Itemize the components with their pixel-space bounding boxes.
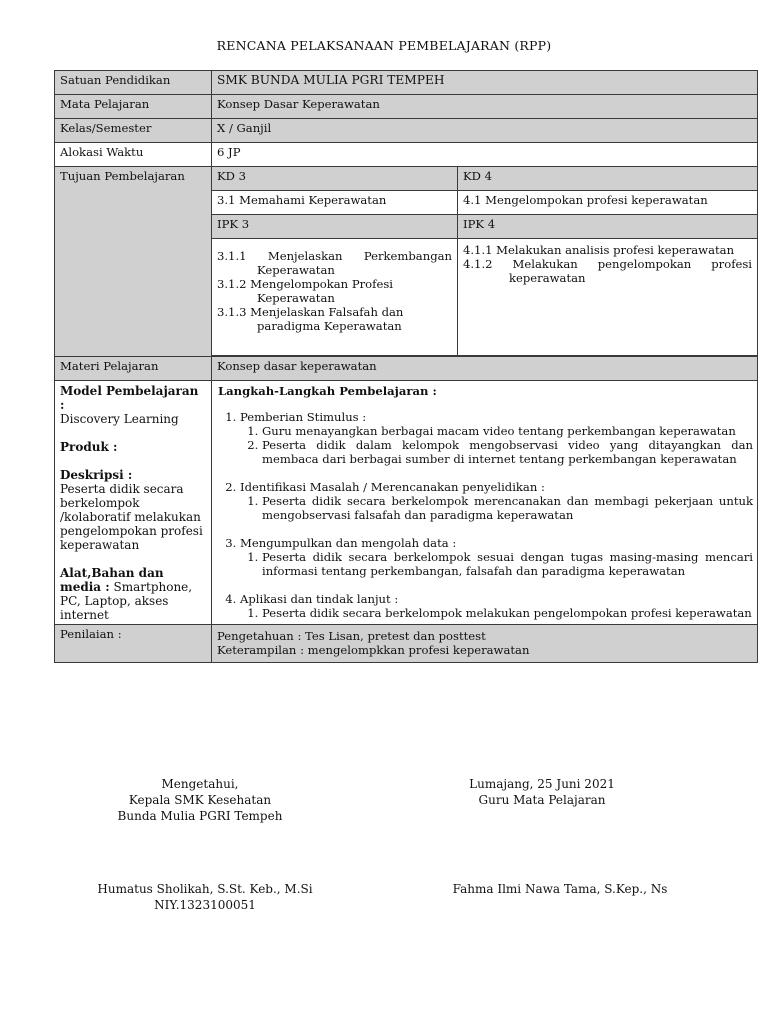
row-mapel [55,95,758,119]
ipk3-item: 3.1.1 Menjelaskan Perkembangan Keperawatan [217,249,452,277]
kd3-text: 3.1 Memahami Keperawatan [212,191,458,215]
alat-label: Alat,Bahan dan media : [60,566,164,594]
produk-label: Produk : [60,440,118,454]
sig-right-line: Guru Mata Pelajaran [478,793,606,807]
ipk3-items [212,239,458,356]
sig-right-line: Lumajang, 25 Juni 2021 [469,777,615,791]
step-item: 1. Peserta didik secara berkelompok sesuai dengan tugas masing-masing mencari informasi tentang perkembangan, falsafah dan paradigma keperawatan [262,550,753,578]
step-item: 1. Guru menayangkan berbagai macam video tentang perkembangan keperawatan [262,424,753,438]
sig-left-line: Kepala SMK Kesehatan [128,793,272,807]
row-penilaian [55,625,758,663]
step-item: 1. Peserta didik secara berkelompok melakukan pengelompokan profesi keperawatan [262,606,753,620]
mapel-value: Konsep Dasar Keperawatan [212,95,758,119]
row-satuan [55,71,758,95]
row-kelas [55,119,758,143]
rpp-table [54,70,758,663]
mapel-label: Mata Pelajaran [55,95,212,119]
kelas-label: Kelas/Semester [55,119,212,143]
signature-left [95,776,305,824]
deskripsi-value: Peserta didik secara berkelompok /kolaboratif melakukan pengelompokan profesi keperawatan [60,482,203,552]
materi-label: Materi Pelajaran [55,357,212,381]
alat-value: Smartphone, PC, Laptop, akses internet [60,580,193,622]
row-langkah [55,381,758,625]
step-item: 1. Peserta didik secara berkelompok merencanakan dan membagi pekerjaan untuk mengobservasi falsafah dan paradigma keperawatan [262,494,753,522]
penilaian-cell [212,625,758,663]
row-alokasi [55,143,758,167]
langkah-step [240,592,753,620]
sig-left-line: Mengetahui, [161,777,239,791]
ipk3-item: 3.1.2 Mengelompokan Profesi Keperawatan [217,277,393,305]
langkah-step [240,480,753,522]
kelas-value: X / Ganjil [212,119,758,143]
langkah-title: Langkah-Langkah Pembelajaran : [218,384,437,398]
step-item: 2. Peserta didik dalam kelompok mengobservasi video yang ditayangkan dan membaca dari berbagai sumber di internet tentang perkembangan keperawatan [262,438,753,466]
step-title: Aplikasi dan tindak lanjut : [240,592,399,606]
step-title: Identifikasi Masalah / Merencanakan penyelidikan : [240,480,545,494]
row-materi [55,357,758,381]
signature-left-name-block [60,881,350,913]
materi-value: Konsep dasar keperawatan [212,357,758,381]
ipk3-head: IPK 3 [212,215,458,239]
langkah-cell [212,381,758,625]
kd4-text: 4.1 Mengelompokan profesi keperawatan [458,191,758,215]
ipk4-head: IPK 4 [458,215,758,239]
ipk4-items [458,239,758,356]
step-title: Pemberian Stimulus : [240,410,367,424]
sig-left-line: Bunda Mulia PGRI Tempeh [117,809,283,823]
satuan-label: Satuan Pendidikan [55,71,212,95]
kd4-head: KD 4 [458,167,758,191]
penilaian-line: Pengetahuan : Tes Lisan, pretest dan posttest [217,629,486,643]
signature-right [437,776,647,808]
tujuan-label: Tujuan Pembelajaran [55,167,212,357]
step-title: Mengumpulkan dan mengolah data : [240,536,457,550]
langkah-step [240,410,753,466]
penilaian-label: Penilaian : [55,625,212,663]
penilaian-line: Keterampilan : mengelompkkan profesi keperawatan [217,643,530,657]
ipk4-item: 4.1.1 Melakukan analisis profesi keperawatan [463,243,735,257]
document-title: RENCANA PELAKSANAAN PEMBELAJARAN (RPP) [216,38,552,53]
signature-right-name-block [415,881,705,897]
model-label: Model Pembelajaran : [60,384,199,412]
langkah-step [240,536,753,578]
ipk3-item: 3.1.3 Menjelaskan Falsafah dan paradigma Keperawatan [217,305,404,333]
model-value: Discovery Learning [60,412,179,426]
ipk4-item: 4.1.2 Melakukan pengelompokan profesi keperawatan [463,257,753,285]
sig-right-name: Fahma Ilmi Nawa Tama, S.Kep., Ns [452,882,668,896]
sig-left-niy: NIY.1323100051 [154,898,256,912]
sig-left-name: Humatus Sholikah, S.St. Keb., M.Si [97,882,313,896]
kd3-head: KD 3 [212,167,458,191]
alokasi-value: 6 JP [212,143,758,167]
deskripsi-label: Deskripsi : [60,468,133,482]
model-cell [55,381,212,625]
row-tujuan-kd-head [55,167,758,191]
alat-paragraph [60,566,206,622]
alokasi-label: Alokasi Waktu [55,143,212,167]
langkah-steps [218,410,753,620]
satuan-value: SMK BUNDA MULIA PGRI TEMPEH [212,71,758,95]
